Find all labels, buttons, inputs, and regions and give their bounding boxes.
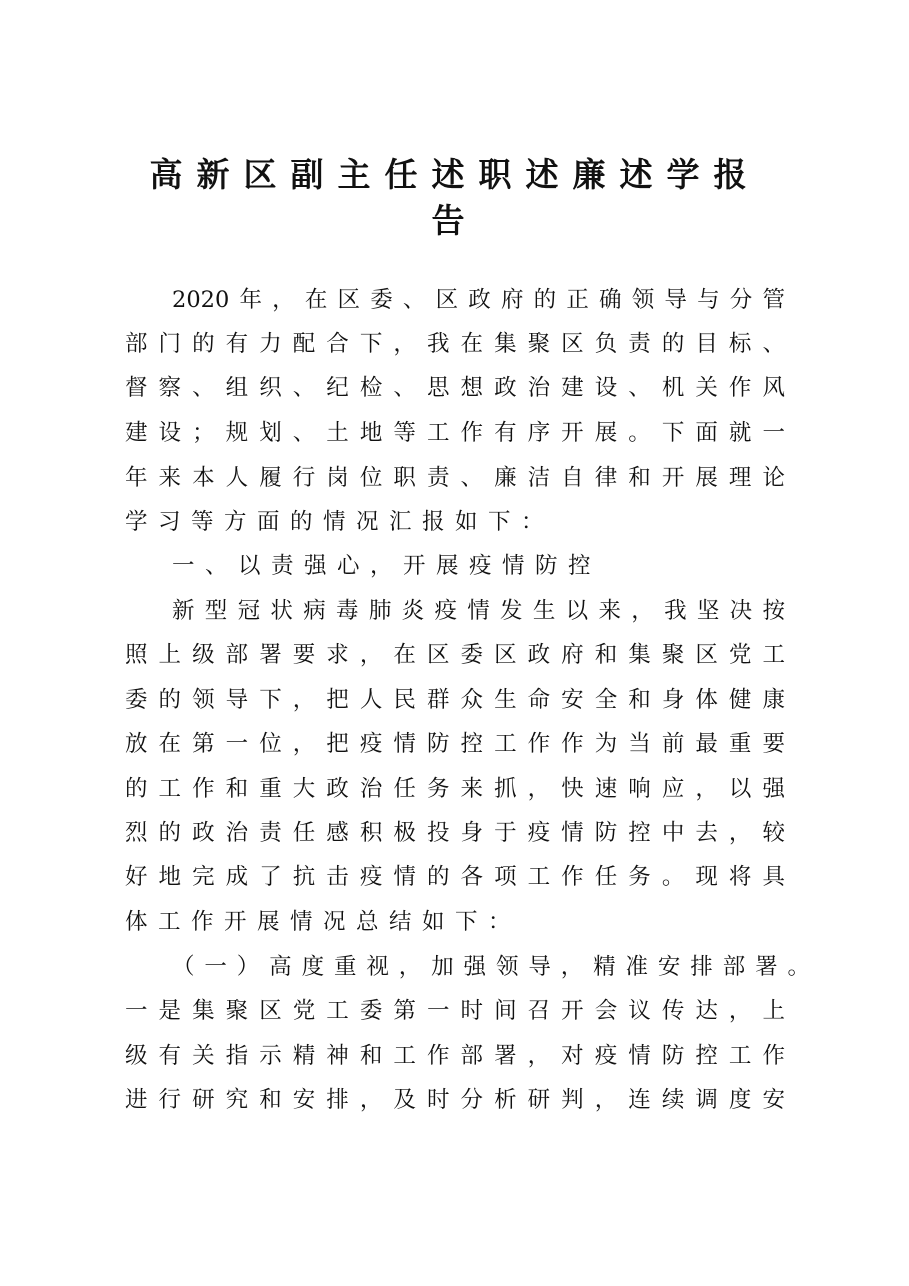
paragraph-2-line-2: 照上级部署要求，在区委区政府和集聚区党工 — [125, 642, 785, 668]
paragraph-3-line-3: 级有关指示精神和工作部署，对疫情防控工作 — [125, 1043, 785, 1069]
paragraph-2-line-6: 烈的政治责任感积极投身于疫情防控中去，较 — [125, 820, 785, 846]
paragraph-3-line-4: 进行研究和安排，及时分析研判，连续调度安 — [125, 1087, 785, 1113]
document-title-line-2: 告 — [431, 201, 479, 240]
paragraph-1-line-1: 2020年，在区委、区政府的正确领导与分管 — [172, 287, 785, 313]
paragraph-1-line-2: 部门的有力配合下，我在集聚区负责的目标、 — [125, 331, 785, 357]
paragraph-2-line-3: 委的领导下，把人民群众生命安全和身体健康 — [125, 687, 785, 713]
paragraph-2-line-1: 新型冠状病毒肺炎疫情发生以来，我坚决按 — [172, 598, 785, 624]
paragraph-1-line-3: 督察、组织、纪检、思想政治建设、机关作风 — [125, 375, 785, 401]
paragraph-2-line-5: 的工作和重大政治任务来抓，快速响应，以强 — [125, 776, 785, 802]
document-title-line-1: 高新区副主任述职述廉述学报 — [149, 155, 761, 194]
paragraph-2-line-4: 放在第一位，把疫情防控工作作为当前最重要 — [125, 731, 785, 757]
paragraph-2-line-8: 体工作开展情况总结如下： — [125, 909, 522, 935]
section-heading: 一、以责强心，开展疫情防控 — [172, 553, 602, 579]
paragraph-3-line-2: 一是集聚区党工委第一时间召开会议传达，上 — [125, 998, 785, 1024]
paragraph-1-line-6: 学习等方面的情况汇报如下： — [125, 509, 555, 535]
paragraph-2-line-7: 好地完成了抗击疫情的各项工作任务。现将具 — [125, 864, 785, 890]
paragraph-1-line-5: 年来本人履行岗位职责、廉洁自律和开展理论 — [125, 465, 785, 491]
paragraph-3-line-1: （一）高度重视，加强领导，精准安排部署。 — [172, 954, 810, 980]
paragraph-1-line-4: 建设；规划、土地等工作有序开展。下面就一 — [125, 420, 785, 446]
